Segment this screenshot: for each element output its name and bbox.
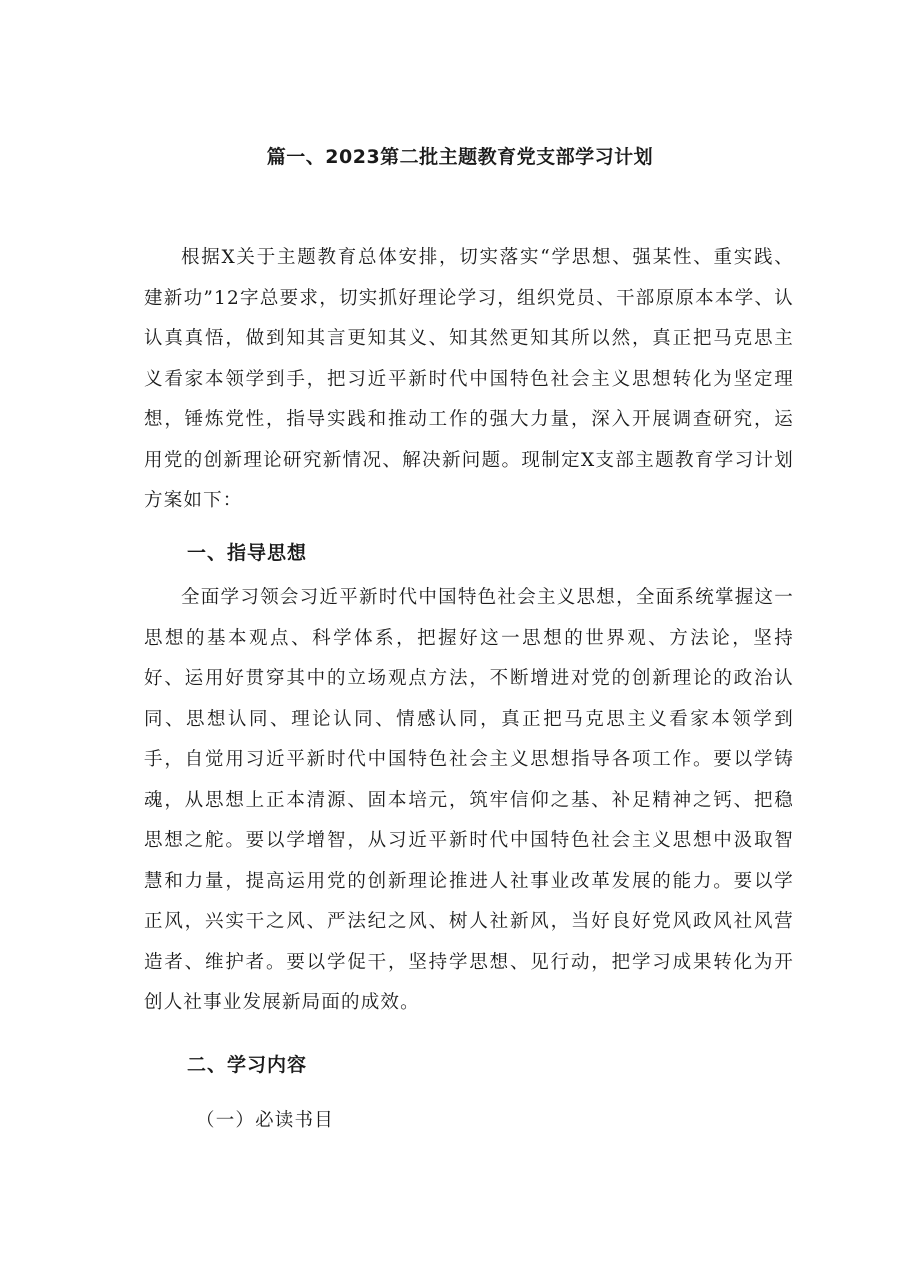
section-heading-study-content: 二、学习内容 [187,1054,308,1076]
intro-paragraph: 根据X关于主题教育总体安排，切实落实“学思想、强某性、重实践、建新功”12字总要求，切实抓好理论学习，组织党员、干部原原本本学、认认真真悟，做到知其言更知其义、知其然更知其所以然，真正把马克思主义看家本领学到手，把习近平新时代中国特色社会主义思想转化为坚定理想，锤炼党性，指导实践和推动工作的强大力量，深入开展调查研究，运用党的创新理论研究新情况、解决新问题。现制定X支部主题教育学习计划方案如下： [144,247,794,511]
section-heading-guiding-ideology: 一、指导思想 [187,542,308,564]
subheading-required-reading: （一）必读书目 [196,1110,334,1131]
guiding-ideology-paragraph: 全面学习领会习近平新时代中国特色社会主义思想，全面系统掌握这一思想的基本观点、科学体系，把握好这一思想的世界观、方法论，坚持好、运用好贯穿其中的立场观点方法，不断增进对党的创新理论的政治认同、思想认同、理论认同、情感认同，真正把马克思主义看家本领学到手，自觉用习近平新时代中国特色社会主义思想指导各项工作。要以学铸魂，从思想上正本清源、固本培元，筑牢信仰之基、补足精神之钙、把稳思想之舵。要以学增智，从习近平新时代中国特色社会主义思想中汲取智慧和力量，提高运用党的创新理论推进人社事业改革发展的能力。要以学正风，兴实干之风、严法纪之风、树人社新风，当好良好党风政风社风营造者、维护者。要以学促干，坚持学思想、见行动，把学习成果转化为开创人社事业发展新局面的成效。 [144,587,794,1013]
document-title: 篇一、2023第二批主题教育党支部学习计划 [266,146,654,168]
